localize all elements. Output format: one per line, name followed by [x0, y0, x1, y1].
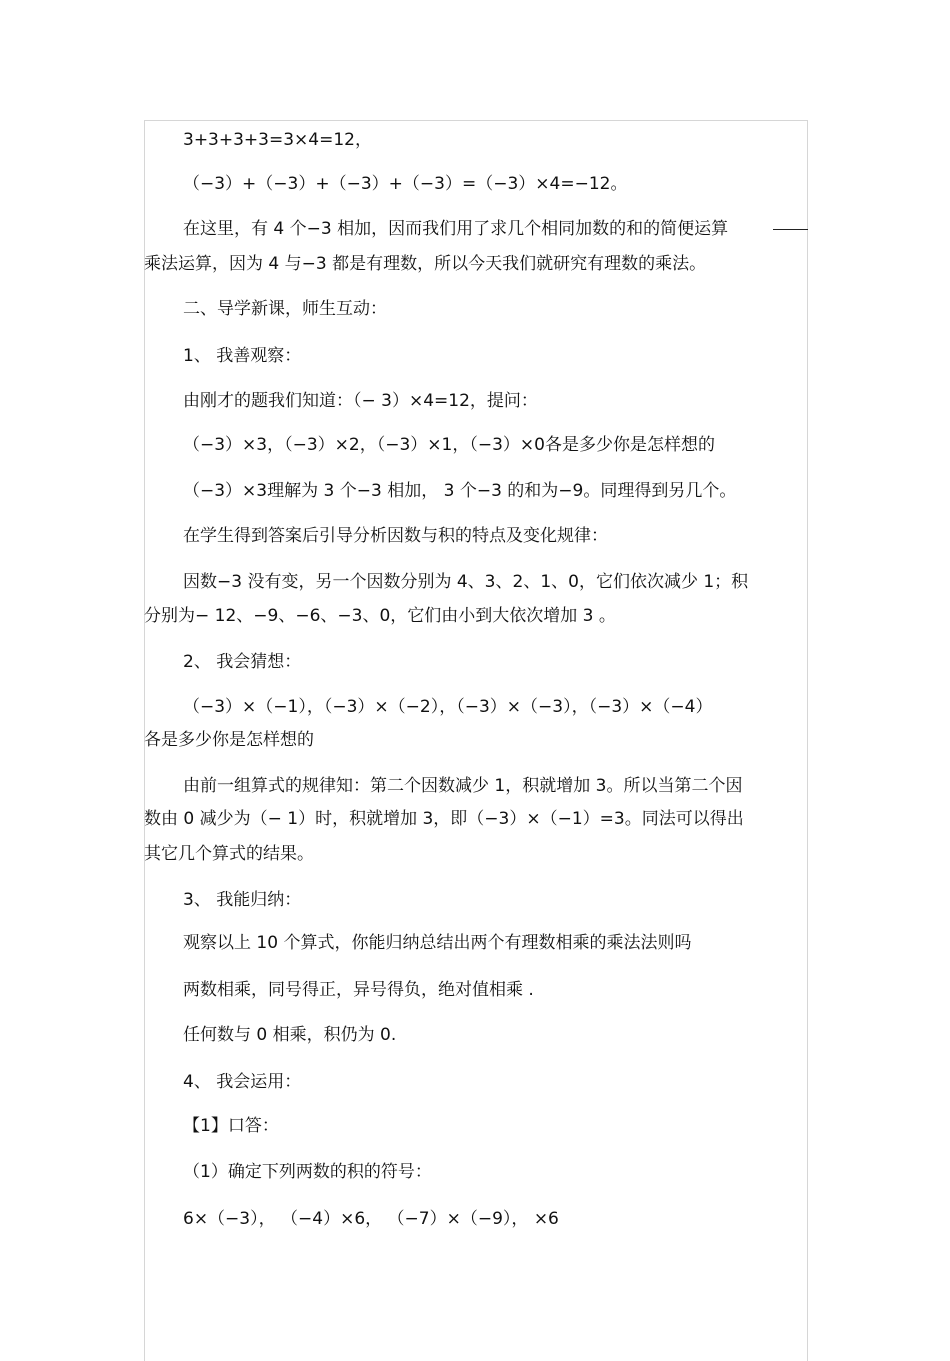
paragraph-line: 分别为− 12、−9、−6、−3、0，它们由小到大依次增加 3 。	[144, 606, 616, 626]
rule-statement: 任何数与 0 相乘，积仍为 0.	[183, 1025, 397, 1045]
paragraph-line: 观察以上 10 个算式，你能归纳总结出两个有理数相乘的乘法法则吗	[183, 933, 692, 953]
step-heading: 4、 我会运用：	[183, 1072, 302, 1092]
paragraph-line: 其它几个算式的结果。	[144, 844, 314, 864]
paragraph-line: 各是多少你是怎样想的	[144, 730, 314, 750]
exercise-prompt: （1）确定下列两数的积的符号：	[183, 1162, 432, 1182]
section-heading: 二、导学新课，师生互动：	[183, 299, 387, 319]
step-heading: 3、 我能归纳：	[183, 890, 302, 910]
paragraph-line: 由前一组算式的规律知：第二个因数减少 1，积就增加 3。所以当第二个因	[183, 776, 743, 796]
paragraph-line: 由刚才的题我们知道：（− 3）×4=12，提问：	[183, 391, 538, 411]
paragraph-line: （−3）×3理解为 3 个−3 相加， 3 个−3 的和为−9。同理得到另几个。	[183, 481, 737, 501]
paragraph-line: 在这里，有 4 个−3 相加，因而我们用了求几个相同加数的和的简便运算	[183, 219, 729, 239]
equation-negative: （−3）+（−3）+（−3）+（−3）=（−3）×4=−12。	[183, 174, 628, 194]
step-heading: 1、 我善观察：	[183, 346, 302, 366]
paragraph-line: 因数−3 没有变，另一个因数分别为 4、3、2、1、0，它们依次减少 1；积	[183, 572, 749, 592]
paragraph-line: 在学生得到答案后引导分析因数与积的特点及变化规律：	[183, 526, 608, 546]
paragraph-line: （−3）×3，（−3）×2，（−3）×1，（−3）×0各是多少你是怎样想的	[183, 435, 715, 455]
em-dash-rule	[773, 229, 808, 230]
rule-statement: 两数相乘，同号得正，异号得负，绝对值相乘 .	[183, 980, 534, 1000]
equation-positive: 3+3+3+3=3×4=12，	[183, 130, 372, 150]
exercise-items: 6×（−3）， （−4）×6， （−7）×（−9）， ×6	[183, 1209, 559, 1229]
paragraph-line: 乘法运算，因为 4 与−3 都是有理数，所以今天我们就研究有理数的乘法。	[144, 254, 707, 274]
exercise-heading: 【1】口答：	[183, 1116, 279, 1136]
paragraph-line: 数由 0 减少为（− 1）时，积就增加 3，即（−3）×（−1）=3。同法可以得出	[144, 809, 744, 829]
step-heading: 2、 我会猜想：	[183, 652, 302, 672]
paragraph-line: （−3）×（−1），（−3）×（−2），（−3）×（−3），（−3）×（−4）	[183, 697, 713, 717]
